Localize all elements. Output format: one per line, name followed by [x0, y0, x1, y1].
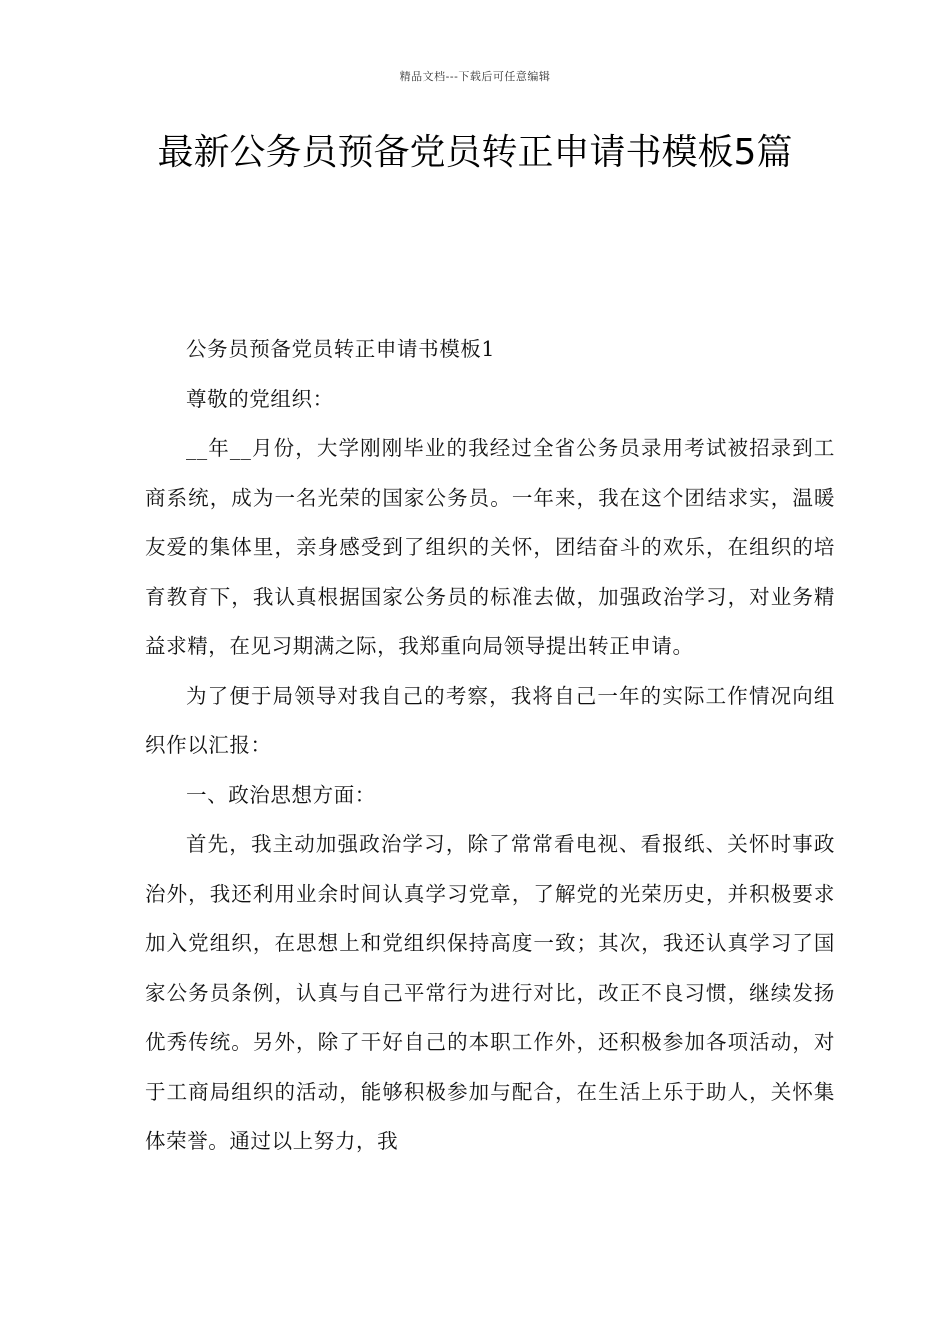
page-header-note: 精品文档---下载后可任意编辑 [399, 70, 551, 83]
section-heading-political-thought: 一、政治思想方面： [186, 782, 376, 807]
document-title: 最新公务员预备党员转正申请书模板5篇 [157, 132, 793, 173]
paragraph-report-lead: 为了便于局领导对我自己的考察，我将自己一年的实际工作情况向组织作以汇报： [145, 683, 835, 757]
section-heading-template-1: 公务员预备党员转正申请书模板1 [186, 337, 496, 361]
document-body [145, 325, 835, 1167]
paragraph-political-thought: 首先，我主动加强政治学习，除了常常看电视、看报纸、关怀时事政治外，我还利用业余时间认真学习党章，了解党的光荣历史，并积极要求加入党组织，在思想上和党组织保持高度一致；其次，我还认真学习了国家公务员条例，认真与自己平常行为进行对比，改正不良习惯，继续发扬优秀传统。另外，除了干好自己的本职工作外，还积极参加各项活动，对于工商局组织的活动，能够积极参加与配合，在生活上乐于助人，关怀集体荣誉。通过以上努力，我 [145, 832, 835, 1153]
paragraph-intro: __年__月份，大学刚刚毕业的我经过全省公务员录用考试被招录到工商系统，成为一名光荣的国家公务员。一年来，我在这个团结求实，温暖友爱的集体里，亲身感受到了组织的关怀，团结奋斗的欢乐，在组织的培育教育下，我认真根据国家公务员的标准去做，加强政治学习，对业务精益求精，在见习期满之际，我郑重向局领导提出转正申请。 [145, 436, 835, 658]
salutation: 尊敬的党组织： [186, 386, 334, 411]
